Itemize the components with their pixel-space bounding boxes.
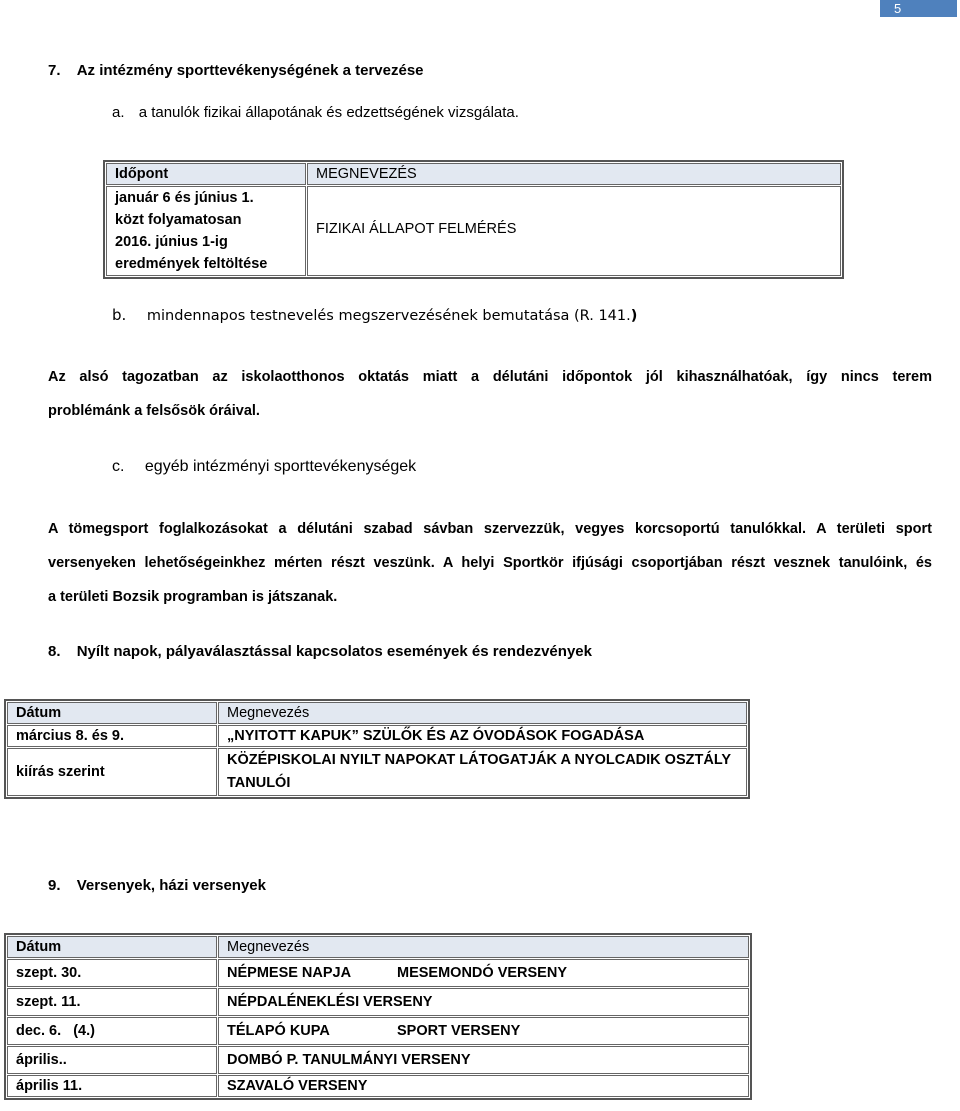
subsection-title: a tanulók fizikai állapotának és edzettségének vizsgálata. — [138, 104, 519, 121]
table-row — [7, 1017, 749, 1045]
time-line: közt folyamatosan — [115, 212, 242, 228]
table-header-name: Megnevezés — [218, 936, 749, 958]
table-header-date: Dátum — [7, 936, 217, 958]
table-cell-name — [218, 988, 749, 1016]
paragraph-line: versenyeken lehetőségeinkhez mérten részt veszünk. A helyi Sportkör ifjúsági csoportjában részt vesznek tanulóink, és — [48, 555, 932, 571]
table-header-time: Időpont — [106, 163, 306, 185]
table-header-name: MEGNEVEZÉS — [307, 163, 841, 185]
event-name: TÉLAPÓ KUPA — [227, 1023, 330, 1039]
paragraph-line: Az alsó tagozatban az iskolaotthonos oktatás miatt a délutáni időpontok jól kihasználhatóak, így nincs terem — [48, 369, 932, 385]
section-title: Nyílt napok, pályaválasztással kapcsolatos események és rendezvények — [76, 643, 592, 660]
table-cell-name — [218, 1046, 749, 1074]
table-cell-time — [106, 186, 306, 276]
table-row — [7, 1075, 749, 1097]
table-cell-name — [218, 1075, 749, 1097]
table-cell-name — [218, 1017, 749, 1045]
table-row — [7, 988, 749, 1016]
section-7-heading — [48, 62, 424, 79]
page-number-badge: 5 — [880, 0, 957, 17]
table-cell-date: kiírás szerint — [7, 748, 217, 796]
subsection-title: egyéb intézményi sporttevékenységek — [144, 458, 417, 475]
subsection-title: mindennapos testnevelés megszervezésének bemutatása (R. 141. — [146, 308, 631, 324]
section-number: 7. — [48, 62, 61, 79]
section-title: Versenyek, házi versenyek — [76, 877, 266, 894]
table-cell-date: március 8. és 9. — [7, 725, 217, 747]
section-number: 8. — [48, 643, 61, 660]
table-cell-name: „NYITOTT KAPUK” SZÜLŐK ÉS AZ ÓVODÁSOK FOGADÁSA — [218, 725, 747, 747]
table-cell-date: dec. 6. (4.) — [7, 1017, 217, 1045]
subsection-label: b. — [112, 306, 127, 324]
paragraph-line: A tömegsport foglalkozásokat a délutáni szabad sávban szervezzük, vegyes korcsoportú tanulókkal. A területi sport — [48, 521, 932, 537]
table-row — [7, 1046, 749, 1074]
subsection-a — [112, 104, 519, 121]
open-days-table — [4, 699, 750, 799]
event-name: SZAVALÓ VERSENY — [227, 1078, 368, 1094]
subsection-c — [112, 458, 416, 476]
event-name: NÉPDALÉNEKLÉSI VERSENY — [227, 994, 433, 1010]
table-cell-name: FIZIKAI ÁLLAPOT FELMÉRÉS — [307, 186, 841, 276]
paragraph-line: problémánk a felsősök óráival. — [48, 403, 260, 419]
table-cell-date: április 11. — [7, 1075, 217, 1097]
table-cell-name — [218, 959, 749, 987]
time-line: január 6 és június 1. — [115, 190, 254, 206]
event-type: SPORT VERSENY — [397, 1023, 521, 1039]
table-row — [7, 725, 747, 747]
paragraph-c — [48, 512, 932, 614]
paragraph-line: a területi Bozsik programban is játszanak. — [48, 589, 338, 605]
time-line: 2016. június 1-ig — [115, 234, 228, 250]
event-type: MESEMONDÓ VERSENY — [397, 965, 567, 981]
table-header-name: Megnevezés — [218, 702, 747, 724]
event-name: DOMBÓ P. TANULMÁNYI VERSENY — [227, 1052, 471, 1068]
table-cell-name — [218, 748, 747, 796]
subsection-title-end: ) — [630, 308, 638, 324]
table-row — [7, 959, 749, 987]
section-number: 9. — [48, 877, 61, 894]
subsection-label: a. — [112, 104, 125, 121]
table-cell-date: április.. — [7, 1046, 217, 1074]
name-line: KÖZÉPISKOLAI NYILT NAPOKAT LÁTOGATJÁK A NYOLCADIK OSZTÁLY — [227, 752, 732, 768]
table-cell-date: szept. 30. — [7, 959, 217, 987]
competitions-table — [4, 933, 752, 1100]
time-line: eredmények feltöltése — [115, 256, 268, 272]
section-8-heading — [48, 643, 592, 660]
table-row — [7, 748, 747, 796]
subsection-b — [112, 306, 637, 324]
section-title: Az intézmény sporttevékenységének a tervezése — [76, 62, 424, 79]
table-cell-date: szept. 11. — [7, 988, 217, 1016]
event-name: NÉPMESE NAPJA — [227, 965, 352, 981]
paragraph-b — [48, 360, 932, 428]
section-9-heading — [48, 877, 266, 894]
subsection-label: c. — [112, 458, 125, 475]
assessment-table — [103, 160, 844, 279]
name-line: TANULÓI — [227, 775, 291, 791]
table-header-date: Dátum — [7, 702, 217, 724]
